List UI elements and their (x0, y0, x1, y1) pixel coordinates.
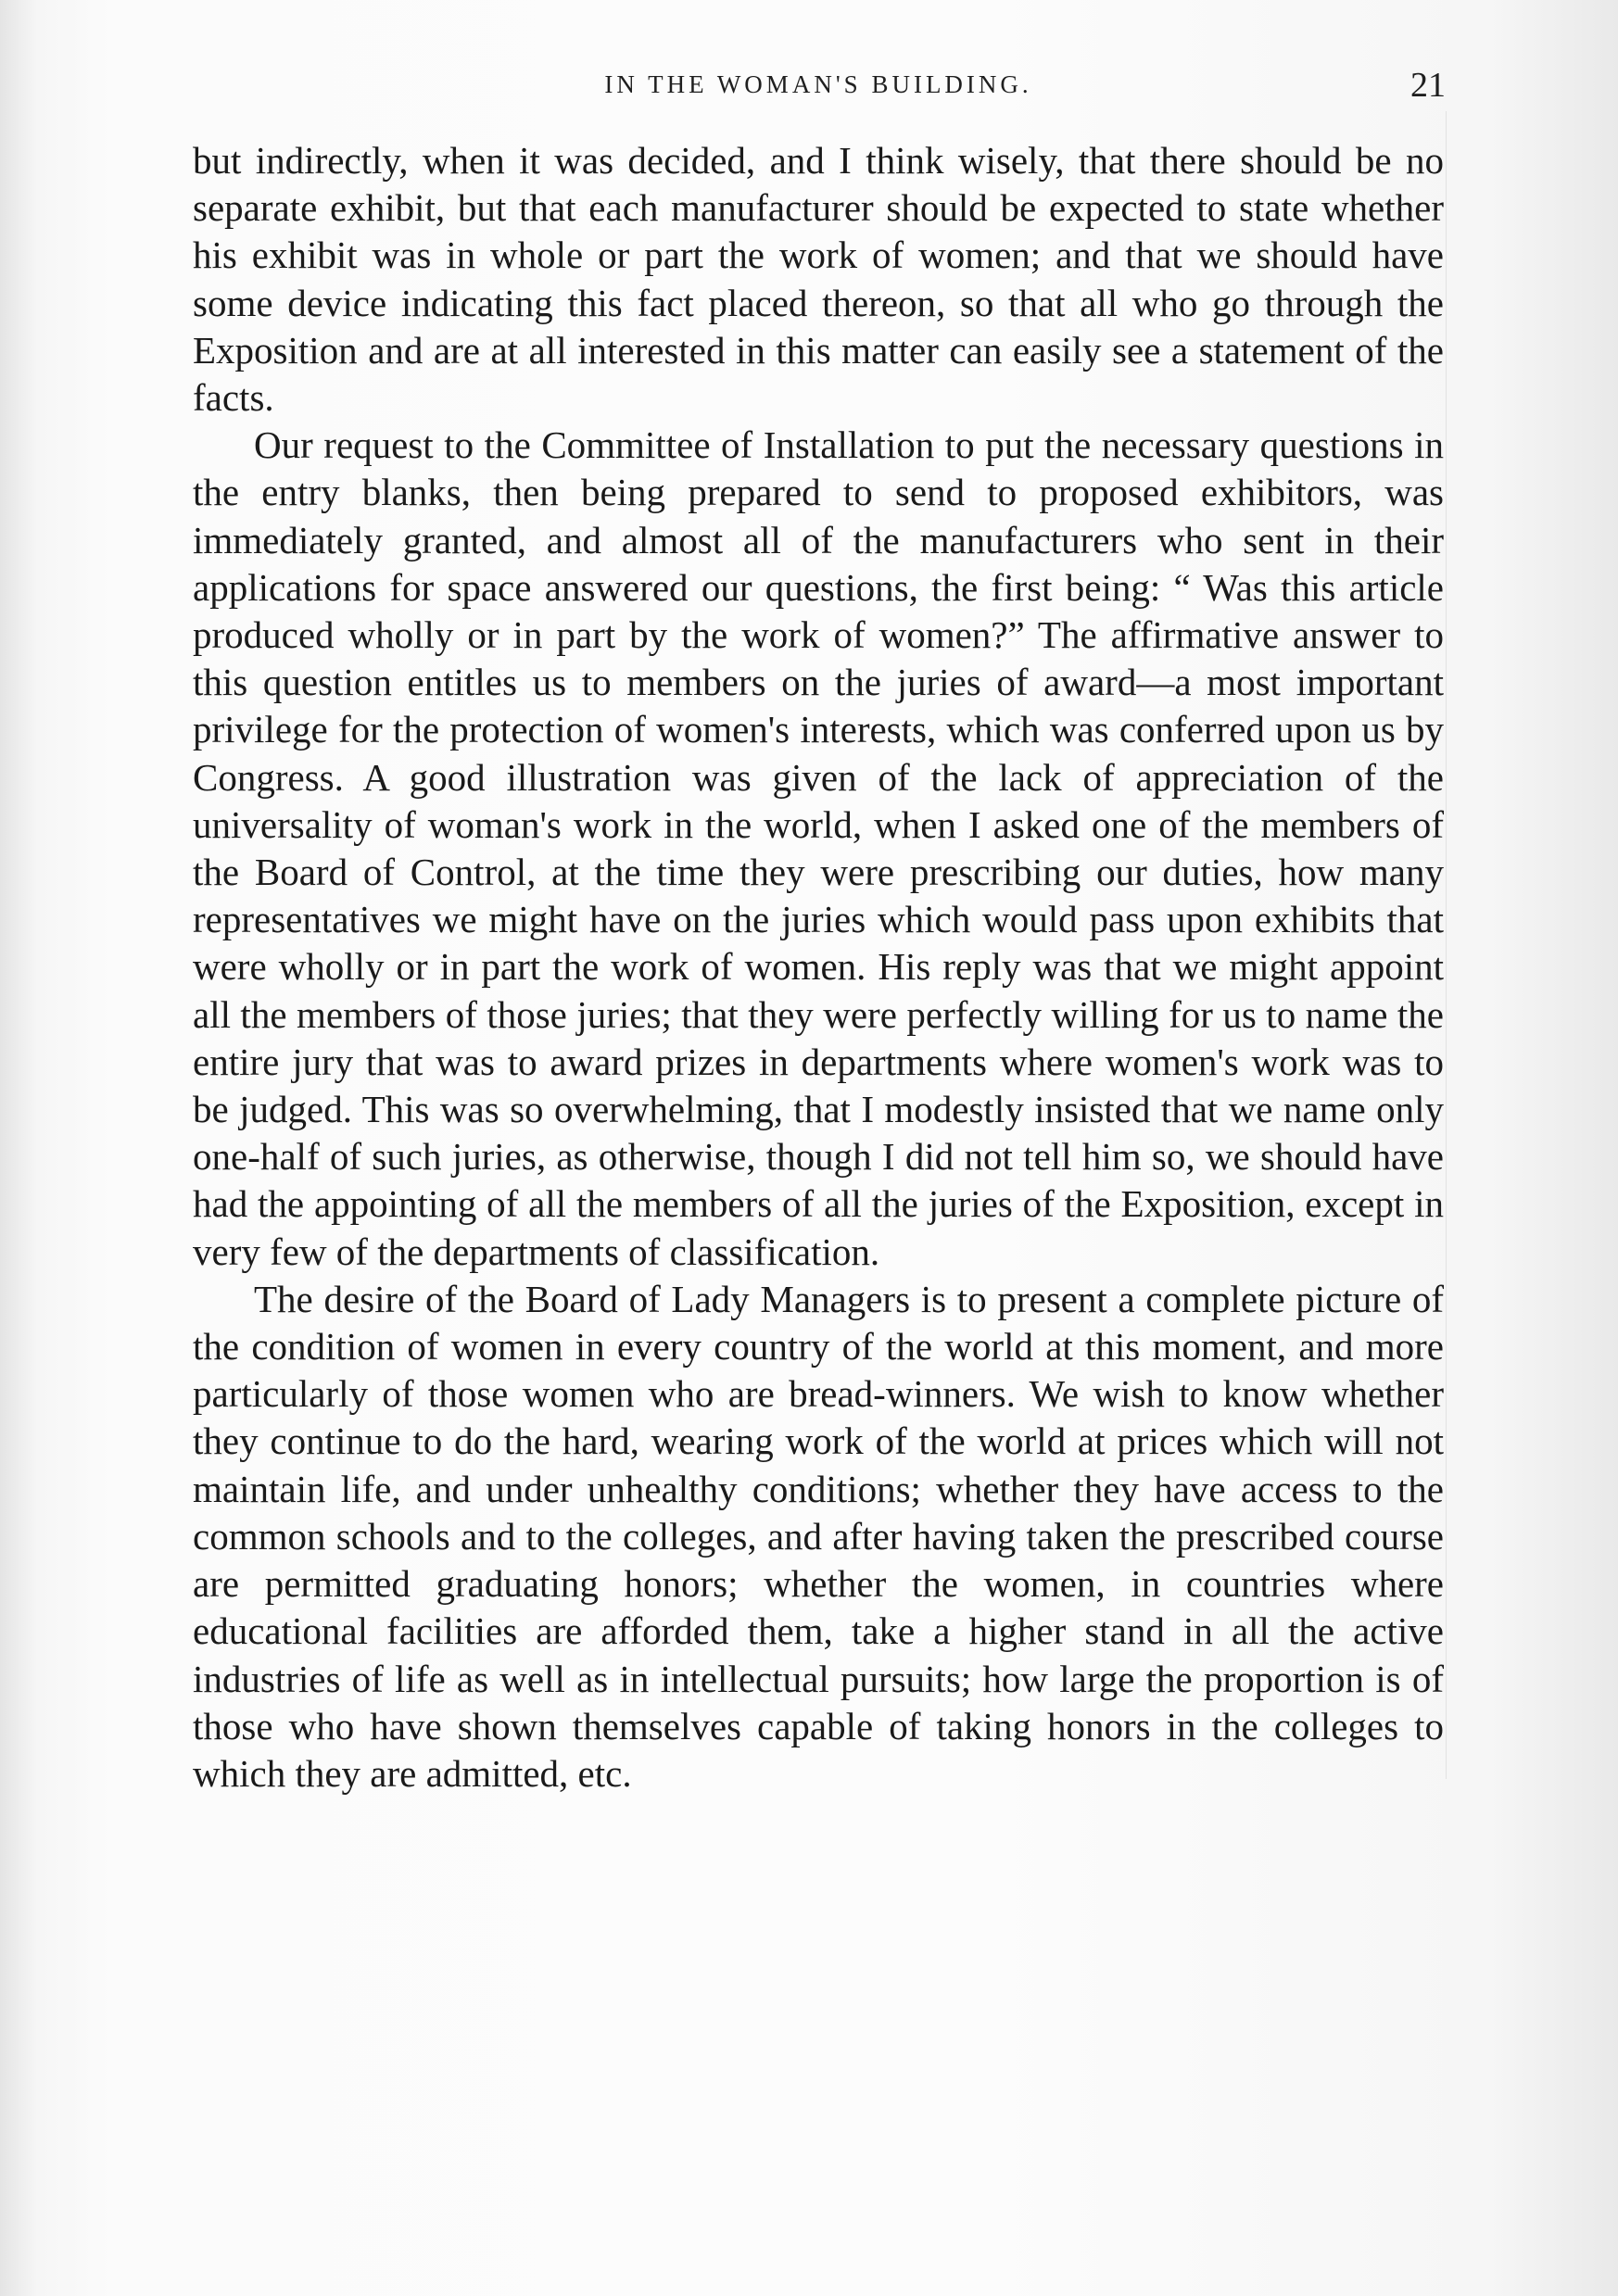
body-text (193, 137, 1444, 1798)
paragraph-2: Our request to the Committee of Installation to put the necessary questions in the entry blanks, then being prepared to send to proposed exhibitors, was immediately granted, and almost all of the manufacturers who sent in their applications for space answered our questions, the first being: “ Was this article produced wholly or in part by the work of women?” The affirmative answer to this question entitles us to members on the juries of award—a most important privilege for the protection of women's interests, which was conferred upon us by Congress. A good illustration was given of the lack of appreciation of the universality of woman's work in the world, when I asked one of the members of the Board of Control, at the time they were prescribing our duties, how many representatives we might have on the juries which would pass upon exhibits that were wholly or in part the work of women. His reply was that we might appoint all the members of those juries; that they were perfectly willing for us to name the entire jury that was to award prizes in departments where women's work was to be judged. This was so overwhelming, that I modestly insisted that we name only one-half of such juries, as otherwise, though I did not tell him so, we should have had the appointing of all the members of all the juries of the Exposition, except in very few of the departments of classification. (193, 423, 1444, 1273)
page-number: 21 (1410, 66, 1446, 105)
running-head (191, 65, 1446, 111)
paragraph-1: but indirectly, when it was decided, and I think wisely, that there should be no separate exhibit, but that each manufacturer should be expected to state whether his exhibit was in whole or part the work of women; and that we should have some device indicating this fact placed thereon, so that all who go through the Exposition and are at all interested in this matter can easily see a statement of the facts. (193, 139, 1444, 420)
paragraph-3: The desire of the Board of Lady Managers is to present a complete picture of the condition of women in every country of the world at this moment, and more particularly of those women who are bread-winners. We wish to know whether they continue to do the hard, wearing work of the world at prices which will not maintain life, and under unhealthy conditions; whether they have access to the common schools and to the colleges, and after having taken the prescribed course are permitted graduating honors; whether the women, in countries where educational facilities are afforded them, take a higher stand in all the active industries of life as well as in intellectual pursuits; how large the proportion is of those who have shown themselves capable of taking honors in the colleges to which they are admitted, etc. (193, 1277, 1444, 1795)
page-edge-shadow (1446, 111, 1447, 1779)
running-head-title: IN THE WOMAN'S BUILDING. (604, 70, 1032, 98)
